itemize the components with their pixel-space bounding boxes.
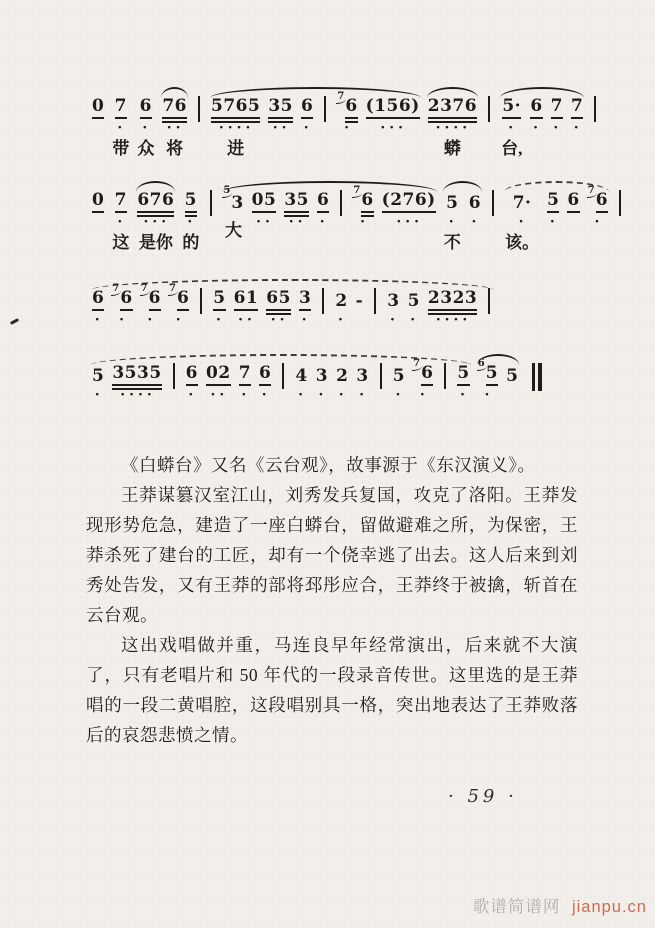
note-digits: 6 (530, 96, 542, 119)
note-digits: 3 (299, 288, 311, 311)
music-line-3 (88, 283, 590, 328)
note-digits: 76 (162, 96, 187, 119)
note-digits: 5765 (211, 96, 260, 119)
note-digits: 5 (92, 366, 105, 386)
note-digits: 7 (239, 363, 251, 386)
note (92, 190, 104, 213)
note-group (587, 96, 603, 122)
note-digits: 35 (268, 96, 293, 119)
note (92, 363, 105, 403)
note-digits: (156) (366, 96, 420, 119)
note-digits: 2323 (428, 288, 477, 311)
music-notation-section (88, 91, 609, 403)
note-digits: 61 (234, 288, 259, 311)
note (182, 190, 199, 252)
slur-group (497, 96, 587, 158)
octave-dots: ·· (238, 312, 256, 328)
grace-note: 7 (112, 283, 120, 294)
slur-group (501, 185, 612, 252)
note-digits: 6 (149, 288, 161, 311)
octave-dots: · (410, 312, 420, 328)
note-digits: 7 (551, 96, 563, 119)
octave-dots: · (460, 387, 470, 403)
note (298, 288, 312, 328)
final-bar-line (532, 363, 542, 391)
note (335, 288, 348, 328)
note-digits: 2 (335, 291, 348, 311)
grace-note: 7 (413, 358, 421, 369)
note (137, 190, 174, 252)
note-digits: 6 (259, 363, 271, 386)
note (336, 363, 349, 403)
octave-dots: · (241, 387, 251, 403)
lyric: 的 (182, 233, 200, 252)
bar-line (324, 96, 326, 122)
note-digits: 0 (92, 96, 104, 119)
octave-dots: · (117, 120, 127, 136)
commentary-section (86, 450, 578, 750)
note-digits: 5 (457, 363, 469, 386)
note-digits: 7 (115, 96, 127, 119)
note (213, 288, 226, 328)
octave-dots: · (318, 387, 328, 403)
note-group (612, 190, 628, 216)
note (427, 288, 478, 328)
grace-note: 6 (477, 358, 485, 369)
note-digits: 2 (336, 366, 349, 386)
octave-dots: · (187, 214, 197, 230)
note-digits: 5 (185, 190, 197, 213)
note-digits: 7 (115, 190, 127, 213)
note-digits: 6 (361, 190, 373, 213)
lyric: 蟒 (443, 139, 461, 158)
note (387, 288, 400, 328)
octave-dots: · (518, 214, 528, 230)
lyric: 进 (227, 139, 245, 158)
octave-dots: ··· (143, 214, 171, 230)
octave-dots: · (360, 214, 369, 230)
note (353, 185, 374, 230)
note (295, 363, 308, 403)
octave-dots: · (359, 387, 369, 403)
octave-dots: · (142, 120, 152, 136)
note (137, 96, 154, 158)
octave-dots: · (484, 387, 494, 403)
bar-line (210, 190, 212, 216)
note-digits: 5 (486, 363, 498, 386)
note-digits: 65 (266, 288, 291, 311)
octave-dots: · (175, 312, 185, 328)
octave-dots: ··· (380, 120, 408, 136)
note (567, 190, 579, 213)
lyric: 众 (137, 139, 155, 158)
note-group (481, 96, 497, 122)
note-digits: 6 (421, 363, 433, 386)
octave-dots: ·· (210, 387, 229, 403)
octave-dots: ···· (218, 120, 255, 136)
lyric: 将 (166, 139, 184, 158)
note (477, 358, 499, 403)
music-line-4 (88, 358, 590, 403)
bar-line (619, 190, 621, 216)
slur-group (219, 185, 439, 240)
bar-line (173, 363, 175, 389)
grace-note: 7 (353, 185, 361, 196)
octave-dots: · (301, 312, 311, 328)
note (392, 363, 406, 403)
note-digits: 5 (213, 288, 225, 311)
octave-dots: · (216, 312, 225, 328)
octave-dots: ·· (288, 214, 307, 230)
note (284, 190, 309, 230)
note-digits: 6 (177, 288, 189, 311)
grace-note: 7 (140, 283, 148, 294)
octave-dots: · (303, 120, 313, 136)
watermark-site-url: jianpu.cn (571, 898, 647, 916)
bar-line (488, 96, 490, 122)
note-digits: 6 (120, 288, 132, 311)
octave-dots: · (119, 312, 128, 328)
lyric: 该。 (505, 233, 540, 252)
note (238, 363, 252, 403)
note-digits: 7 (571, 96, 583, 119)
note-digits: 6 (186, 363, 198, 386)
octave-dots: · (319, 214, 329, 230)
note-digits: 5· (502, 96, 521, 119)
grace-note: 7 (337, 91, 345, 102)
slur-group (158, 96, 191, 158)
bar-line (340, 190, 342, 216)
note-digits: 6 (567, 190, 579, 213)
note (315, 363, 329, 403)
slur-group (424, 96, 481, 158)
octave-dots: · (573, 120, 583, 136)
note-digits: 5 (446, 193, 459, 213)
note-digits: 3535 (112, 363, 161, 386)
lyric: 带 (112, 139, 130, 158)
note (185, 363, 199, 403)
intro-paragraph-title: 《白蟒台》又名《云台观》，故事源于《东汉演义》。 (121, 455, 536, 475)
octave-dots: · (389, 312, 399, 328)
lyric: 这 (112, 233, 130, 252)
bar-line (594, 96, 596, 122)
note (550, 96, 564, 136)
music-line-1 (88, 91, 590, 158)
watermark (473, 893, 647, 917)
slur-group (474, 358, 523, 403)
note (457, 363, 470, 403)
note (92, 96, 104, 119)
note-digits: 3 (231, 193, 244, 213)
note-digits: 35 (284, 190, 309, 213)
lyric: 台, (501, 139, 523, 158)
note-digits: (276) (382, 190, 436, 213)
octave-dots: ···· (120, 387, 156, 403)
note (413, 358, 434, 403)
note-digits: 6 (596, 190, 608, 213)
bar-line (282, 363, 284, 389)
note (506, 363, 518, 386)
grace-note: 7 (587, 185, 595, 196)
octave-dots: · (344, 120, 353, 136)
note (365, 96, 420, 136)
octave-dots: ···· (435, 120, 472, 136)
note-digits: 5 (547, 190, 559, 213)
octave-dots: ·· (166, 120, 185, 136)
note-digits: 6 (140, 96, 152, 119)
note-group (485, 190, 501, 216)
octave-dots: · (549, 214, 559, 230)
lyric: 不 (443, 233, 461, 252)
octave-dots: ·· (272, 120, 291, 136)
note (428, 96, 477, 158)
note (233, 288, 259, 328)
octave-dots: ·· (256, 214, 274, 230)
note (547, 190, 560, 230)
octave-dots: · (553, 120, 563, 136)
note (251, 190, 277, 230)
slur-group (207, 91, 424, 158)
note (381, 190, 436, 230)
octave-dots: · (94, 387, 104, 403)
bar-line (488, 288, 490, 314)
note-digits: 02 (206, 363, 231, 386)
slur-group (440, 190, 485, 252)
note-digits: 05 (252, 190, 277, 213)
lyric: 大 (225, 221, 242, 240)
note (530, 96, 543, 136)
bar-line (200, 288, 202, 314)
note-digits: 6 (468, 193, 482, 213)
bar-line (444, 363, 446, 389)
bar-line (380, 363, 382, 389)
note (337, 91, 358, 136)
note (223, 185, 244, 240)
note (317, 190, 330, 230)
music-line-2 (88, 185, 609, 252)
note (162, 96, 187, 158)
note (112, 363, 162, 403)
bar-line (374, 288, 376, 314)
note-group (191, 96, 207, 122)
octave-dots: · (395, 387, 405, 403)
note-digits: 5 (392, 366, 406, 386)
octave-dots: ··· (396, 214, 423, 230)
note-digits: 2376 (428, 96, 477, 119)
intro-paragraph-performance: 这出戏唱做并重，马连良早年经常演出，后来就不大演了，只有老唱片和 50 年代的一段录音传世。这里选的是王莽唱的一段二黄唱腔，这段唱别具一格，突出地表达了王莽败落后的哀怨悲愤之情。 (86, 635, 578, 745)
note-group (88, 190, 133, 252)
note (587, 185, 609, 230)
note (140, 283, 161, 328)
slur-group (88, 283, 497, 328)
note (444, 190, 461, 252)
note-group (522, 363, 544, 391)
bar-line (198, 96, 200, 122)
note (268, 96, 294, 136)
note-digits: 6 (317, 190, 329, 213)
intro-paragraph-story: 王莽谋篡汉室江山，刘秀发兵复国，攻克了洛阳。王莽发现形势危急，建造了一座白蟒台，留做避难之所，为保密，王莽杀死了建台的工匠，却有一个侥幸逃了出去。这人后来到刘秀处告发，又有王莽的部将邳彤应合，王莽终于被擒，斩首在云台观。 (86, 485, 578, 625)
note-digits: 6 (345, 96, 357, 119)
note-digits: 7· (512, 193, 532, 213)
octave-dots: · (298, 387, 307, 403)
note (468, 190, 482, 230)
octave-dots: · (188, 387, 198, 403)
watermark-site-name: 歌谱简谱网 (472, 898, 561, 916)
note (266, 288, 291, 328)
note-digits: 4 (295, 366, 308, 386)
octave-dots: · (508, 120, 518, 136)
note (206, 363, 231, 403)
note (407, 288, 420, 328)
note (301, 96, 314, 136)
note-digits: 6 (301, 96, 313, 119)
octave-dots: · (117, 214, 127, 230)
bar-line (492, 190, 494, 216)
note (112, 96, 129, 158)
octave-dots: · (594, 214, 604, 230)
grace-note: 7 (168, 283, 176, 294)
octave-dots: ···· (435, 312, 472, 328)
note-digits: 6 (92, 288, 104, 311)
octave-dots: · (338, 387, 348, 403)
octave-dots: · (147, 312, 157, 328)
slur-group (133, 190, 178, 252)
note-digits: - (355, 291, 364, 311)
note (259, 363, 272, 403)
octave-dots: · (419, 387, 429, 403)
grace-note: 5 (223, 185, 231, 196)
print-artifact (10, 318, 19, 325)
note (168, 283, 190, 328)
octave-dots: · (94, 312, 104, 328)
note (356, 288, 364, 311)
note-digits: 5 (407, 291, 420, 311)
note-group (88, 96, 158, 158)
octave-dots: ·· (270, 312, 289, 328)
note (92, 288, 105, 328)
note-digits: 5 (506, 366, 519, 386)
note (505, 190, 539, 252)
note (501, 96, 522, 158)
note (211, 96, 260, 158)
note (112, 283, 133, 328)
note-digits: 3 (387, 291, 400, 311)
note-group (178, 190, 219, 252)
octave-dots: · (533, 120, 542, 136)
octave-dots: · (471, 214, 481, 230)
lyric: 是你 (138, 233, 173, 252)
note (112, 190, 129, 252)
octave-dots: · (261, 387, 271, 403)
note-digits: 676 (137, 190, 174, 213)
bar-line (322, 288, 324, 314)
octave-dots: · (448, 214, 458, 230)
note (571, 96, 584, 136)
page-number: · 59 · (448, 786, 518, 807)
slur-group (88, 358, 474, 403)
note-digits: 0 (92, 190, 104, 213)
note (356, 363, 369, 403)
note-digits: 3 (315, 366, 329, 386)
octave-dots: · (338, 312, 347, 328)
note-digits: 3 (356, 366, 369, 386)
